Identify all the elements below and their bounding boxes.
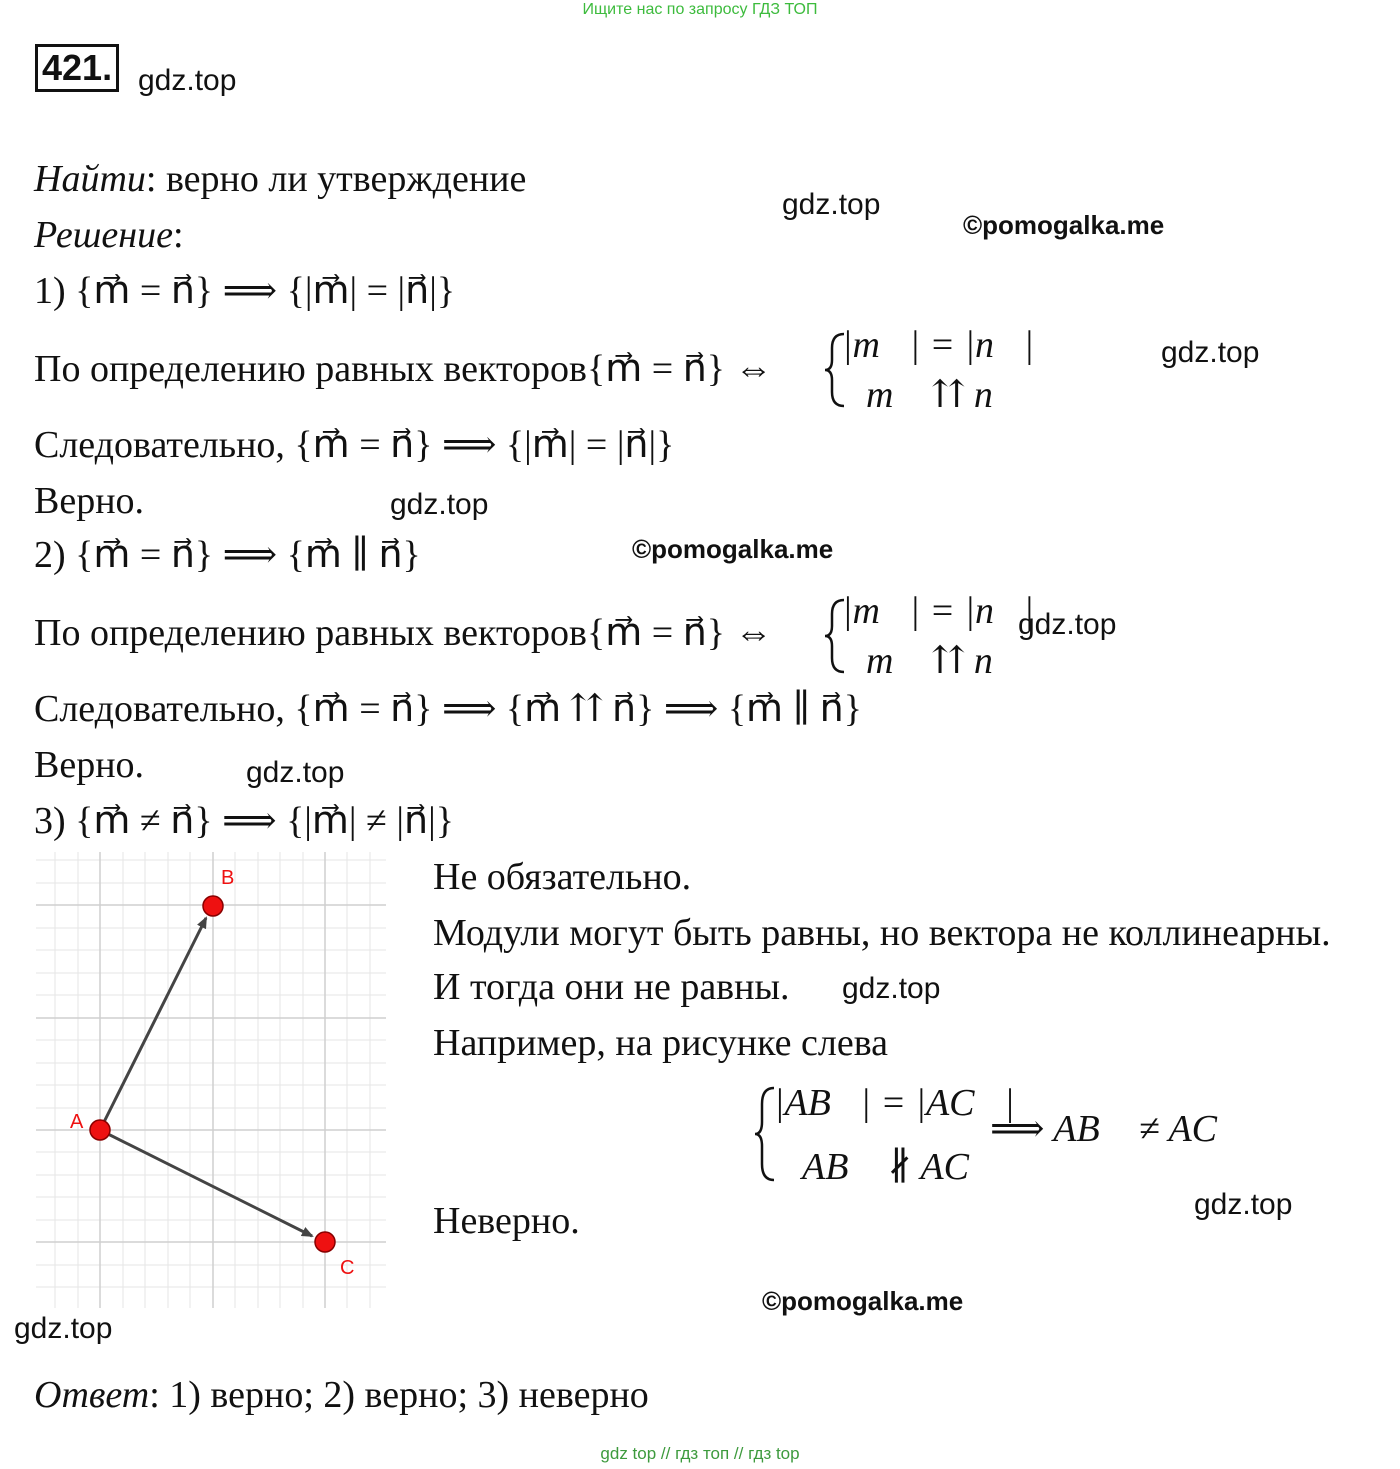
label-a: A [70, 1111, 84, 1133]
point-a [90, 1120, 110, 1140]
system-line-1: |m⃗| = |n⃗| [842, 590, 1034, 632]
watermark: gdz.top [1194, 1188, 1293, 1221]
copyright: ©pomogalka.me [963, 210, 1165, 240]
top-banner: Ищите нас по запросу ГДЗ ТОП [582, 1, 818, 18]
definition-1: По определению равных векторов{m⃗ = n⃗} ⇔ [34, 348, 773, 390]
find-line [34, 156, 526, 202]
problem-number: 421. [35, 44, 119, 92]
reason-4: Например, на рисунке слева [433, 1022, 889, 1064]
reason-1: Не обязательно. [433, 856, 692, 898]
consequence-2: Следовательно, {m⃗ = n⃗} ⟹ {m⃗ ⇈ n⃗} ⟹ {m⃗ ∥ n⃗} [34, 688, 862, 730]
system-line-2: m⃗ ⇈ n⃗ [866, 640, 1023, 682]
item-1: 1) {m⃗ = n⃗} ⟹ {|m⃗| = |n⃗|} [34, 270, 456, 312]
reason-3: И тогда они не равны. [433, 966, 790, 1008]
copyright: ©pomogalka.me [762, 1286, 964, 1316]
watermark: gdz.top [1161, 336, 1260, 369]
reason-2: Модули могут быть равны, но вектора не коллинеарны. [433, 912, 1331, 954]
definition-2: По определению равных векторов{m⃗ = n⃗} ⇔ [34, 612, 773, 654]
label-b: B [221, 867, 235, 889]
verdict-1: Верно. [34, 480, 145, 522]
find-label: Найти [34, 158, 146, 200]
point-c [315, 1232, 335, 1252]
solution-colon: : [172, 214, 184, 256]
answer-text: : 1) верно; 2) верно; 3) неверно [149, 1374, 649, 1416]
watermark: gdz.top [14, 1312, 113, 1345]
find-text: : верно ли утверждение [145, 158, 527, 200]
solution-label: Решение [34, 214, 173, 256]
item-2: 2) {m⃗ = n⃗} ⟹ {m⃗ ∥ n⃗} [34, 534, 421, 576]
vector-figure [36, 852, 386, 1308]
verdict-3: Неверно. [433, 1200, 580, 1242]
answer-label: Ответ [34, 1374, 150, 1416]
system-line-1: |m⃗| = |n⃗| [842, 324, 1034, 366]
watermark: gdz.top [842, 972, 941, 1005]
answer-line [34, 1372, 649, 1418]
solution-line [34, 212, 184, 258]
verdict-2: Верно. [34, 744, 145, 786]
watermark: gdz.top [782, 188, 881, 221]
footer: gdz top // гдз топ // гдз top [600, 1444, 800, 1463]
watermark: gdz.top [1018, 608, 1117, 641]
label-c: C [340, 1257, 355, 1279]
consequence-1: Следовательно, {m⃗ = n⃗} ⟹ {|m⃗| = |n⃗|} [34, 424, 675, 466]
system3-line-1: |AB⃗| = |AC⃗| [774, 1082, 1015, 1124]
system3-result: ⟹ AB⃗ ≠ AC⃗ [990, 1108, 1247, 1150]
system-line-2: m⃗ ⇈ n⃗ [866, 374, 1023, 416]
copyright: ©pomogalka.me [632, 534, 834, 564]
watermark: gdz.top [246, 756, 345, 789]
system3-line-2: AB⃗ ∦ AC⃗ [802, 1146, 999, 1188]
watermark: gdz.top [138, 64, 237, 97]
watermark: gdz.top [390, 488, 489, 521]
item-3: 3) {m⃗ ≠ n⃗} ⟹ {|m⃗| ≠ |n⃗|} [34, 800, 454, 842]
point-b [203, 896, 223, 916]
